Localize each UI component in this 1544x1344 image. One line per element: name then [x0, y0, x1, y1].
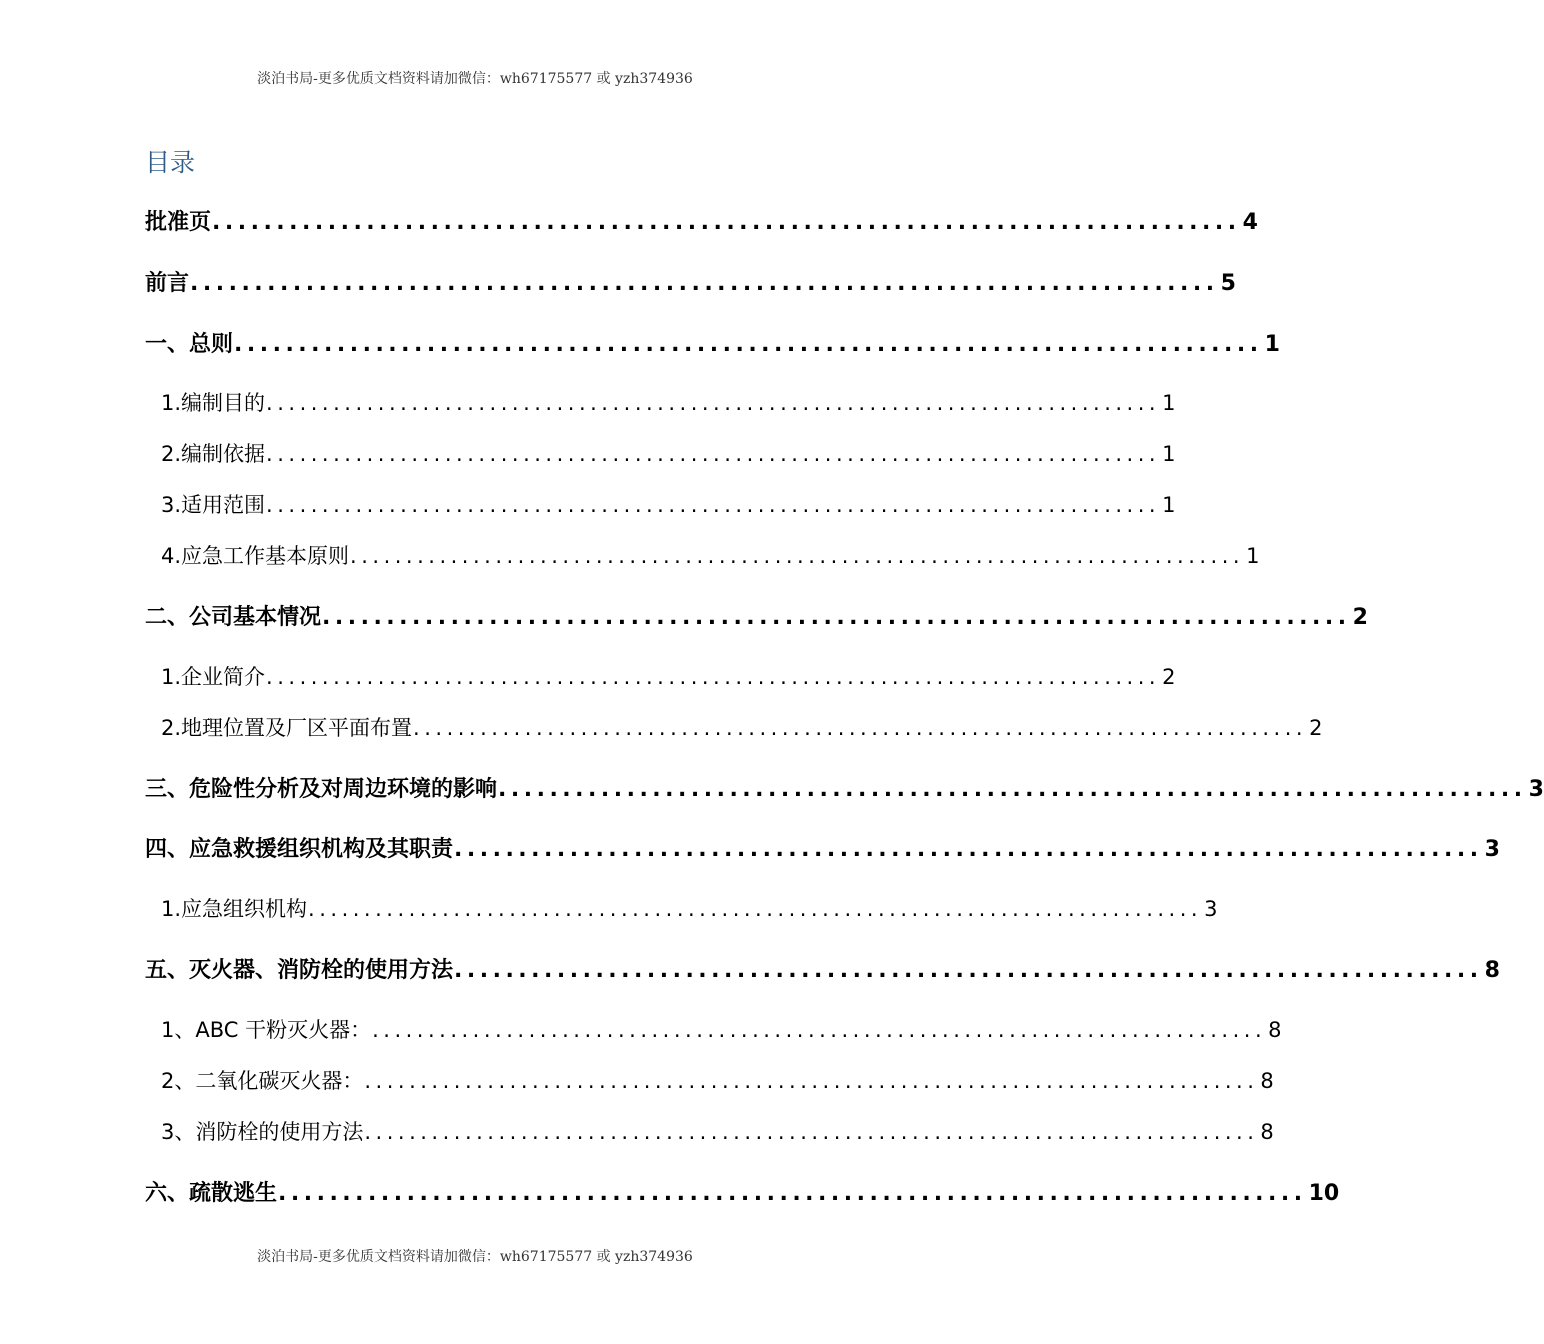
toc-dot-leader: ................................................................................ — [308, 897, 1203, 921]
toc-dot-leader: ................................................................................ — [364, 1069, 1259, 1093]
toc-entry-label: 批准页 — [145, 210, 212, 235]
toc-entry-label: 1.编制目的 — [161, 391, 266, 415]
toc-entry-label: 1.企业简介 — [161, 665, 266, 689]
toc-entry[interactable] — [145, 387, 1176, 417]
toc-entry-label: 四、应急救援组织机构及其职责 — [145, 837, 454, 862]
toc-entry[interactable] — [145, 661, 1176, 691]
header-watermark: 淡泊书局-更多优质文档资料请加微信：wh67175577 或 yzh374936 — [257, 71, 693, 87]
toc-entry-label: 2、二氧化碳灭火器： — [161, 1069, 364, 1093]
toc-entry-label: 2.地理位置及厂区平面布置 — [161, 716, 413, 740]
toc-entry-page: 3 — [1204, 897, 1218, 921]
toc-dot-leader: ................................................................................ — [350, 544, 1245, 568]
footer-watermark: 淡泊书局-更多优质文档资料请加微信：wh67175577 或 yzh374936 — [257, 1249, 693, 1265]
toc-entry-page: 1 — [1246, 544, 1260, 568]
toc-dot-leader: ................................................................................ — [454, 837, 1483, 862]
toc-entry-page: 8 — [1260, 1120, 1274, 1144]
toc-entry[interactable] — [145, 1065, 1274, 1095]
toc-dot-leader: ................................................................................ — [212, 210, 1241, 235]
toc-title: 目录 — [145, 148, 196, 177]
toc-entry-page: 8 — [1484, 958, 1500, 983]
toc-entry-page: 1 — [1264, 332, 1280, 357]
toc-entry-label: 1、ABC 干粉灭火器： — [161, 1018, 372, 1042]
toc-dot-leader: ................................................................................ — [498, 777, 1527, 802]
toc-entry-label: 1.应急组织机构 — [161, 897, 308, 921]
toc-entry[interactable] — [145, 1176, 1340, 1206]
toc-dot-leader: ................................................................................ — [234, 332, 1263, 357]
toc-entry[interactable] — [145, 600, 1368, 630]
toc-dot-leader: ................................................................................ — [372, 1018, 1267, 1042]
toc-entry-label: 前言 — [145, 271, 190, 296]
toc-entry[interactable] — [145, 712, 1323, 742]
toc-entry-label: 二、公司基本情况 — [145, 605, 322, 630]
toc-entry[interactable] — [145, 832, 1500, 862]
toc-entry-page: 2 — [1309, 716, 1323, 740]
toc-entry[interactable] — [145, 205, 1258, 235]
toc-entry-page: 1 — [1162, 442, 1176, 466]
toc-entry[interactable] — [145, 953, 1500, 983]
toc-dot-leader: ................................................................................ — [266, 665, 1161, 689]
toc-entry-page: 4 — [1242, 210, 1258, 235]
toc-entry-label: 六、疏散逃生 — [145, 1181, 278, 1206]
toc-entry[interactable] — [145, 438, 1176, 468]
toc-entry-label: 2.编制依据 — [161, 442, 266, 466]
toc-entry-page: 3 — [1484, 837, 1500, 862]
toc-dot-leader: ................................................................................ — [364, 1120, 1259, 1144]
toc-entry-label: 3.适用范围 — [161, 493, 266, 517]
toc-entry-page: 1 — [1162, 493, 1176, 517]
toc-entry[interactable] — [145, 489, 1176, 519]
toc-entry-label: 五、灭火器、消防栓的使用方法 — [145, 958, 454, 983]
toc-dot-leader: ................................................................................ — [413, 716, 1308, 740]
toc-dot-leader: ................................................................................ — [278, 1181, 1307, 1206]
toc-dot-leader: ................................................................................ — [266, 442, 1161, 466]
toc-entry[interactable] — [145, 266, 1236, 296]
toc-entry[interactable] — [145, 893, 1218, 923]
toc-entry-label: 4.应急工作基本原则 — [161, 544, 350, 568]
toc-entry-page: 2 — [1162, 665, 1176, 689]
toc-entry[interactable] — [145, 772, 1544, 802]
toc-entry-page: 3 — [1528, 777, 1544, 802]
toc-entry-page: 10 — [1308, 1181, 1340, 1206]
toc-dot-leader: ................................................................................ — [454, 958, 1483, 983]
toc-dot-leader: ................................................................................ — [190, 271, 1219, 296]
toc-entry-label: 三、危险性分析及对周边环境的影响 — [145, 777, 498, 802]
toc-entry[interactable] — [145, 1116, 1274, 1146]
toc-dot-leader: ................................................................................ — [322, 605, 1351, 630]
toc-entry-page: 1 — [1162, 391, 1176, 415]
toc-entry-page: 8 — [1268, 1018, 1282, 1042]
toc-dot-leader: ................................................................................ — [266, 493, 1161, 517]
toc-entry-page: 5 — [1220, 271, 1236, 296]
toc-entry[interactable] — [145, 327, 1280, 357]
toc-entry[interactable] — [145, 540, 1260, 570]
toc-entry[interactable] — [145, 1014, 1282, 1044]
toc-entry-label: 3、消防栓的使用方法 — [161, 1120, 364, 1144]
toc-dot-leader: ................................................................................ — [266, 391, 1161, 415]
toc-entry-page: 8 — [1260, 1069, 1274, 1093]
toc-entry-label: 一、总则 — [145, 332, 234, 357]
toc-entry-page: 2 — [1352, 605, 1368, 630]
